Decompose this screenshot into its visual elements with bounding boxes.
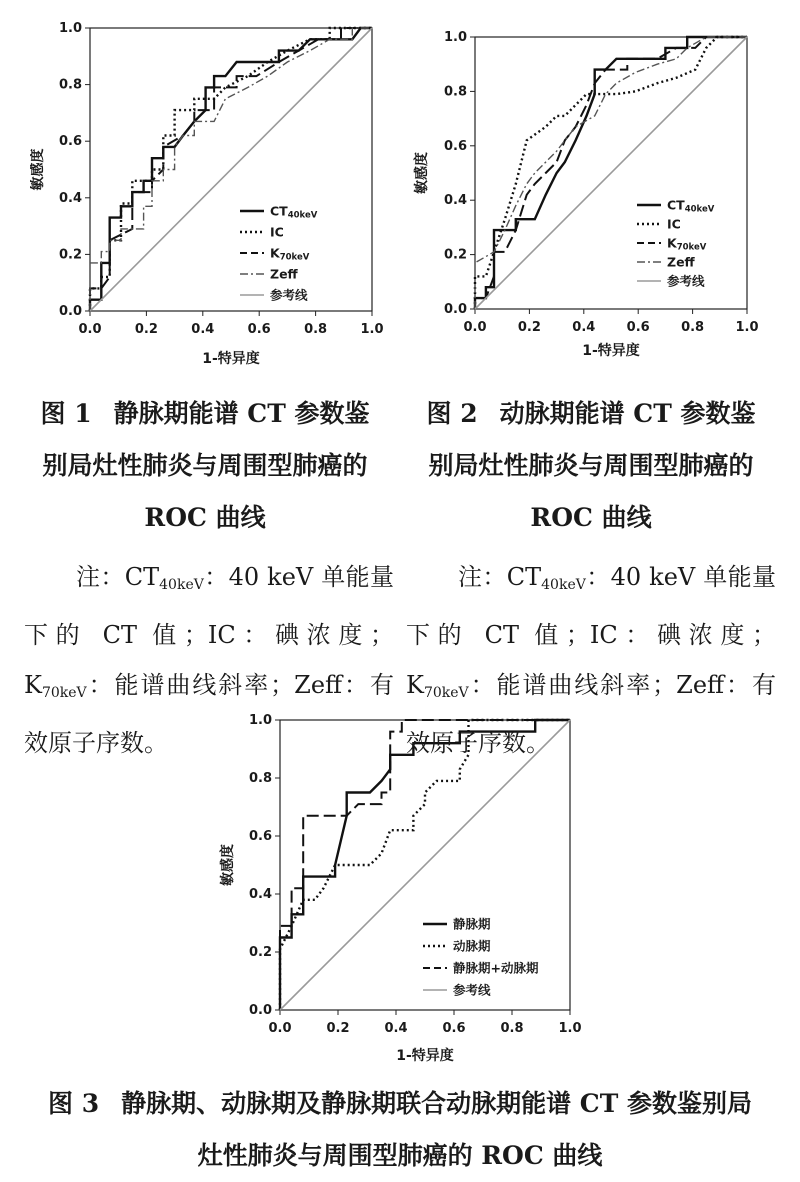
y-axis-label: 敏感度 xyxy=(220,844,236,886)
x-tick-label: 0.2 xyxy=(517,320,541,335)
caption-figure-1-line-1: 图 1 静脉期能谱 CT 参数鉴 xyxy=(40,399,370,428)
legend-label-ic: IC xyxy=(270,224,284,240)
y-tick-label: 0.8 xyxy=(248,771,272,786)
x-tick-label: 0.8 xyxy=(500,1021,524,1036)
x-tick-label: 1.0 xyxy=(360,322,384,337)
x-tick-label: 0.8 xyxy=(304,322,328,337)
y-tick-label: 1.0 xyxy=(443,30,467,45)
x-axis-label: 1-特异度 xyxy=(202,351,260,367)
caption-figure-3-number: 图 3 xyxy=(47,1089,100,1118)
y-tick-label: 0.2 xyxy=(58,247,82,263)
roc-chart-figure-2 xyxy=(412,25,772,370)
series-line-参考线 xyxy=(475,37,747,309)
caption-figure-3 xyxy=(0,1078,800,1182)
legend-label-参考线: 参考线 xyxy=(453,982,491,998)
caption-figure-3-line-2: 灶性肺炎与周围型肺癌的 ROC 曲线 xyxy=(197,1141,603,1170)
y-tick-label: 0.4 xyxy=(248,887,272,902)
caption-figure-1-line-3: ROC 曲线 xyxy=(144,503,266,532)
x-tick-label: 0.8 xyxy=(681,320,705,335)
caption-figure-2-number: 图 2 xyxy=(426,399,478,428)
x-tick-label: 0.2 xyxy=(134,322,158,337)
x-tick-label: 0.0 xyxy=(463,320,487,335)
caption-figure-2-line-1: 图 2 动脉期能谱 CT 参数鉴 xyxy=(426,399,756,428)
note-figure-2: 注：$CT_{40keV}$：40 keV 单能量下的 CT 值；IC：碘浓度；$K_{70keV}$：能谱曲线斜率；Zeff：有效原子序数。 xyxy=(406,563,777,757)
x-tick-label: 0.4 xyxy=(384,1021,408,1036)
roc-chart-figure-1 xyxy=(30,18,390,378)
x-tick-label: 0.6 xyxy=(247,322,271,337)
x-tick-label: 0.2 xyxy=(326,1021,350,1036)
y-tick-label: 0.0 xyxy=(58,304,82,319)
x-tick-label: 0.6 xyxy=(626,320,650,335)
legend-label-zeff: Zeff xyxy=(270,266,298,282)
caption-figure-3-line-1: 图 3 静脉期、动脉期及静脉期联合动脉期能谱 CT 参数鉴别局 xyxy=(47,1089,753,1118)
y-tick-label: 0.8 xyxy=(58,77,82,93)
caption-figure-2 xyxy=(406,388,776,544)
y-axis-label: 敏感度 xyxy=(414,152,430,194)
x-tick-label: 0.0 xyxy=(78,322,102,337)
y-tick-label: 0.4 xyxy=(58,190,82,206)
caption-figure-2-line-2: 别局灶性肺炎与周围型肺癌的 xyxy=(428,451,754,480)
caption-figure-1-line-2: 别局灶性肺炎与周围型肺癌的 xyxy=(42,451,368,480)
y-tick-label: 0.0 xyxy=(248,1003,272,1018)
x-axis-label: 1-特异度 xyxy=(582,343,640,359)
legend-label-ct40kev: CT40keV xyxy=(270,203,318,221)
note-figure-1: 注：$CT_{40keV}$：40 keV 单能量下的 CT 值；IC：碘浓度；$K_{70keV}$：能谱曲线斜率；Zeff：有效原子序数。 xyxy=(24,563,395,757)
legend-label-k70kev: K70keV xyxy=(270,245,310,263)
legend-label-ct40kev: CT40keV xyxy=(667,197,715,215)
legend-label-动脉期: 动脉期 xyxy=(453,938,491,954)
x-tick-label: 0.0 xyxy=(268,1021,292,1036)
caption-figure-1-number: 图 1 xyxy=(40,399,92,428)
y-tick-label: 0.6 xyxy=(248,829,272,844)
y-tick-label: 1.0 xyxy=(58,21,82,36)
x-tick-label: 0.4 xyxy=(572,320,596,335)
y-tick-label: 0.0 xyxy=(443,302,467,317)
x-tick-label: 1.0 xyxy=(735,320,759,335)
legend-label-k70kev: K70keV xyxy=(667,235,707,253)
x-axis-label: 1-特异度 xyxy=(396,1048,454,1064)
y-tick-label: 1.0 xyxy=(248,713,272,728)
x-tick-label: 0.6 xyxy=(442,1021,466,1036)
y-tick-label: 0.6 xyxy=(443,138,467,154)
caption-figure-1 xyxy=(20,388,390,544)
y-tick-label: 0.2 xyxy=(248,945,272,960)
legend-label-参考线: 参考线 xyxy=(270,287,308,303)
y-tick-label: 0.4 xyxy=(443,193,467,209)
y-tick-label: 0.8 xyxy=(443,84,467,100)
x-tick-label: 0.4 xyxy=(191,322,215,337)
y-tick-label: 0.6 xyxy=(58,134,82,150)
y-tick-label: 0.2 xyxy=(443,247,467,263)
legend-label-zeff: Zeff xyxy=(667,254,695,270)
x-tick-label: 1.0 xyxy=(558,1021,582,1036)
y-axis-label: 敏感度 xyxy=(30,148,46,191)
legend-label-静脉期-动脉期: 静脉期+动脉期 xyxy=(453,960,539,976)
caption-figure-2-line-3: ROC 曲线 xyxy=(530,503,652,532)
legend-label-静脉期: 静脉期 xyxy=(453,916,491,932)
legend-label-参考线: 参考线 xyxy=(667,273,705,289)
legend-label-ic: IC xyxy=(667,216,681,232)
